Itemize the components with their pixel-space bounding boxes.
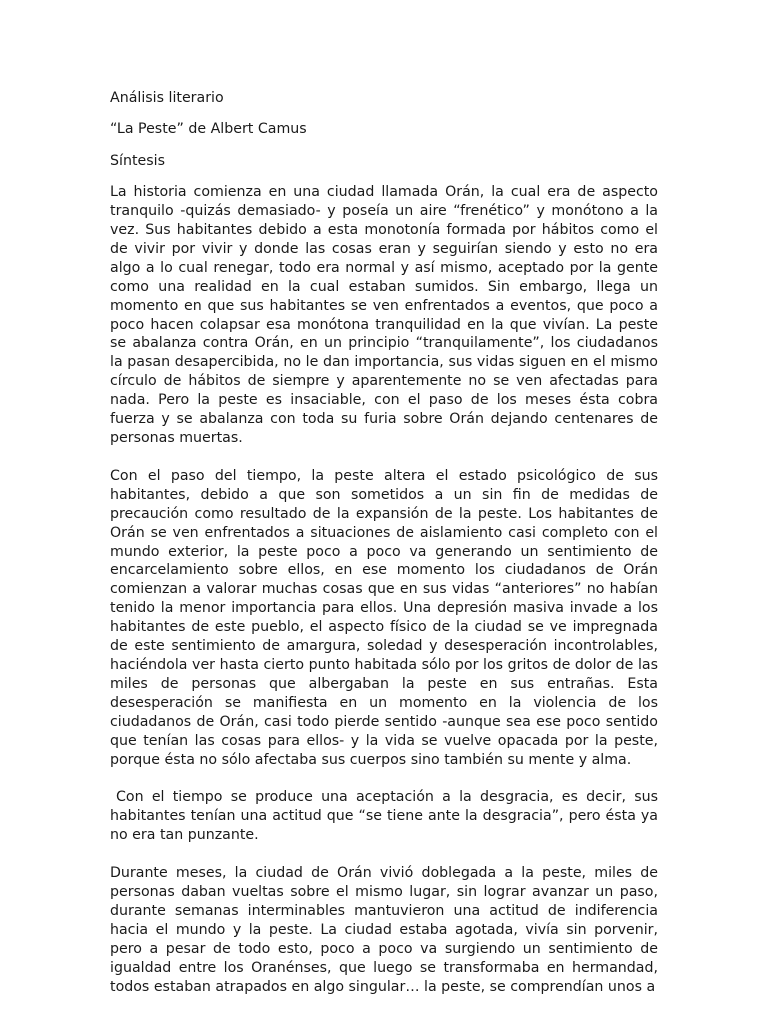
- section-heading: Síntesis: [110, 152, 165, 169]
- paragraph-2: Con el paso del tiempo, la peste altera el estado psicológico de sus habitantes, debido a que son sometidos a un sin fin de medidas de precaución como resultado de la expansión de la peste. Los habitantes de Orán se ven enfrentados a situaciones de aislamiento casi completo con el mundo exterior, la peste poco a poco va generando un sentimiento de encarcelamiento sobre ellos, en ese momento los ciudadanos de Orán comienzan a valorar muchas cosas que en sus vidas “anteriores” no habían tenido la menor importancia para ellos. Una depresión masiva invade a los habitantes de este pueblo, el aspecto físico de la ciudad se ve impregnada de este sentimiento de amargura, soledad y desesperación incontrolables, haciéndola ver hasta cierto punto habitada sólo por los gritos de dolor de las miles de personas que albergaban la peste en sus entrañas. Esta desesperación se manifiesta en un momento en la violencia de los ciudadanos de Orán, casi todo pierde sentido -aunque sea ese poco sentido que tenían las cosas para ellos- y la vida se vuelve opacada por la peste, porque ésta no sólo afectaba sus cuerpos sino también su mente y alma.: [110, 467, 658, 768]
- document-subtitle: “La Peste” de Albert Camus: [110, 121, 307, 138]
- paragraph-1: La historia comienza en una ciudad llamada Orán, la cual era de aspecto tranquilo -quizás demasiado- y poseía un aire “frenético” y monótono a la vez. Sus habitantes debido a esta monotonía formada por hábitos como el de vivir por vivir y donde las cosas eran y seguirían siendo y esto no era algo a lo cual renegar, todo era normal y así mismo, aceptado por la gente como una realidad en la cual estaban sumidos. Sin embargo, llega un momento en que sus habitantes se ven enfrentados a eventos, que poco a poco hacen colapsar esa monótona tranquilidad en la que vivían. La peste se abalanza contra Orán, en un principio “tranquilamente”, los ciudadanos la pasan desapercibida, no le dan importancia, sus vidas siguen en el mismo círculo de hábitos de siempre y aparentemente no se ven afectadas para nada. Pero la peste es insaciable, con el paso de los meses ésta cobra fuerza y se abalanza con toda su furia sobre Orán dejando centenares de personas muertas.: [110, 184, 658, 446]
- document-page: [110, 89, 658, 1015]
- paragraph-4: Durante meses, la ciudad de Orán vivió doblegada a la peste, miles de personas daban vueltas sobre el mismo lugar, sin lograr avanzar un paso, durante semanas interminables mantuvieron una actitud de indiferencia hacia el mundo y la peste. La ciudad estaba agotada, vivía sin porvenir, pero a pesar de todo esto, poco a poco va surgiendo un sentimiento de igualdad entre los Oranénses, que luego se transformaba en hermandad, todos estaban atrapados en algo singular… la peste, se comprendían unos a: [110, 865, 658, 995]
- paragraph-3: Con el tiempo se produce una aceptación a la desgracia, es decir, sus habitantes tenían una actitud que “se tiene ante la desgracia”, pero ésta ya no era tan punzante.: [110, 789, 658, 844]
- document-title: Análisis literario: [110, 90, 224, 106]
